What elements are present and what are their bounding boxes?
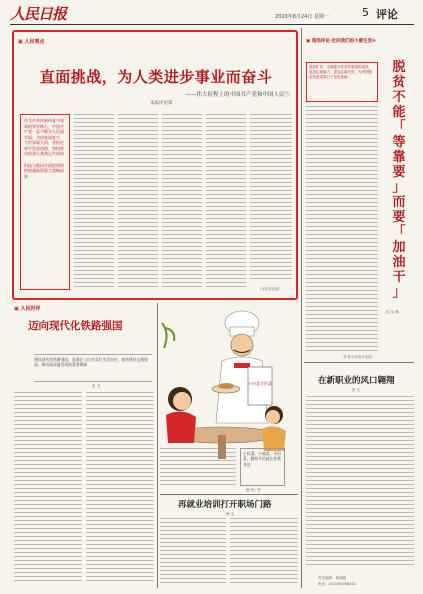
right-divider: [301, 28, 302, 588]
vertical-title-char: 」: [392, 180, 406, 195]
cartoon-illustration: [160, 303, 295, 463]
illustration-side-text: [160, 448, 236, 488]
illustration-caption: 小份菜、小碗菜、半份菜，勤俭节约就在你我身边: [243, 451, 281, 467]
jobs-headline: 在新职业的风口翱翔: [318, 376, 395, 386]
main-body-column-1: [74, 114, 114, 290]
jobs-author: 张 凡: [352, 388, 361, 392]
main-body-column-2: [118, 114, 158, 290]
right-summary-box: [306, 62, 378, 102]
vertical-title-char: 而: [392, 195, 406, 210]
masthead: 人民日报: [10, 5, 67, 23]
railway-intro: 建设现代化铁路强国，是满足人民对美好生活向往，加快建设交通强国、推动高质量发展的重要保障: [34, 357, 148, 368]
vertical-title-char: 脱: [392, 60, 406, 75]
vertical-title-char: 「: [392, 225, 406, 240]
vertical-title-char: 要: [392, 210, 406, 225]
vertical-title-char: 干: [392, 270, 406, 285]
right-summary-text: 提质扩容，全面提升扶贫的质量和成效，更加注重能力、更加注重长效，为巩固脱贫攻坚成果打下坚实基础: [309, 65, 372, 79]
vertical-title-char: 要: [392, 165, 406, 180]
vertical-title-char: 靠: [392, 150, 406, 165]
right-footer-note: （作者为本报评论部）: [340, 355, 375, 359]
vertical-title-char: 加: [392, 240, 406, 255]
right-author: 桂 从 路: [386, 310, 399, 314]
illustration-caption-box: [240, 448, 285, 486]
contact-line: 电话：(010)65368342: [318, 582, 356, 586]
vertical-title-char: 「: [392, 120, 406, 135]
railway-author: 彭 飞: [92, 384, 101, 388]
page-number: 5: [362, 6, 369, 19]
main-body-column-5: [250, 114, 292, 282]
main-body-column-3: [162, 114, 202, 290]
railway-intro-box: [34, 354, 152, 382]
jobs-body-text: [306, 396, 414, 568]
main-column-tag: ▣ 人民观点: [18, 39, 45, 45]
railway-divider: [157, 303, 158, 588]
training-headline: 再就业培训打开职场门路: [178, 500, 272, 510]
railway-column-tag: ▣ 人民时评: [14, 306, 41, 312]
vertical-title-char: 能: [392, 105, 406, 120]
railway-headline: 迈向现代化铁路强国: [28, 320, 123, 332]
menu-card-label: 小份菜半份菜: [248, 381, 272, 386]
vertical-title-char: 」: [392, 285, 406, 300]
editor-line: 责任编辑：林丽鹂: [318, 576, 346, 580]
training-body-column-1: [160, 518, 226, 584]
main-byline: 本报评论部: [150, 101, 173, 106]
right-body-text: [306, 106, 378, 351]
main-footer-note: （本报评论部）: [258, 287, 283, 291]
right-section-rule: [304, 362, 414, 363]
dateline: 2020年8月24日 星期一: [275, 14, 329, 20]
vertical-title-char: 不: [392, 90, 406, 105]
pull-quote-text: 作为中华民族伟复兴使命的领导核心，中国共产党一直不断为人民谋幸福；为国家谋复兴，为世界谋大同；坚持走和平发展道路，坚持推动构建人类命运共同体: [24, 118, 64, 156]
top-rule: [10, 24, 414, 25]
main-body-column-4: [206, 114, 246, 290]
vertical-title-char: 贫: [392, 75, 406, 90]
railway-body-column-1: [14, 392, 82, 584]
vertical-title-char: 等: [392, 135, 406, 150]
pull-quote-text-2: 科技与数码方面疫情防控措施取得重大战略成果: [24, 162, 64, 179]
main-subhead: ——伟大征程上的中国共产党和中国人民⑤: [185, 92, 290, 98]
training-rule: [160, 494, 298, 495]
right-vertical-title: [386, 60, 412, 300]
main-headline: 直面挑战，为人类进步事业而奋斗: [39, 68, 273, 86]
pull-quote: [20, 114, 70, 290]
railway-body-column-2: [86, 392, 154, 584]
illustration-artist: 晓 明 / 作: [246, 488, 262, 492]
training-body-column-2: [230, 518, 298, 584]
right-column-tag: ▣ 现场评论·走向我们的小康生活⑩: [306, 39, 376, 44]
vertical-title-char: 油: [392, 255, 406, 270]
page-name: 评论: [376, 8, 398, 21]
training-author: 韩 永: [226, 512, 235, 516]
